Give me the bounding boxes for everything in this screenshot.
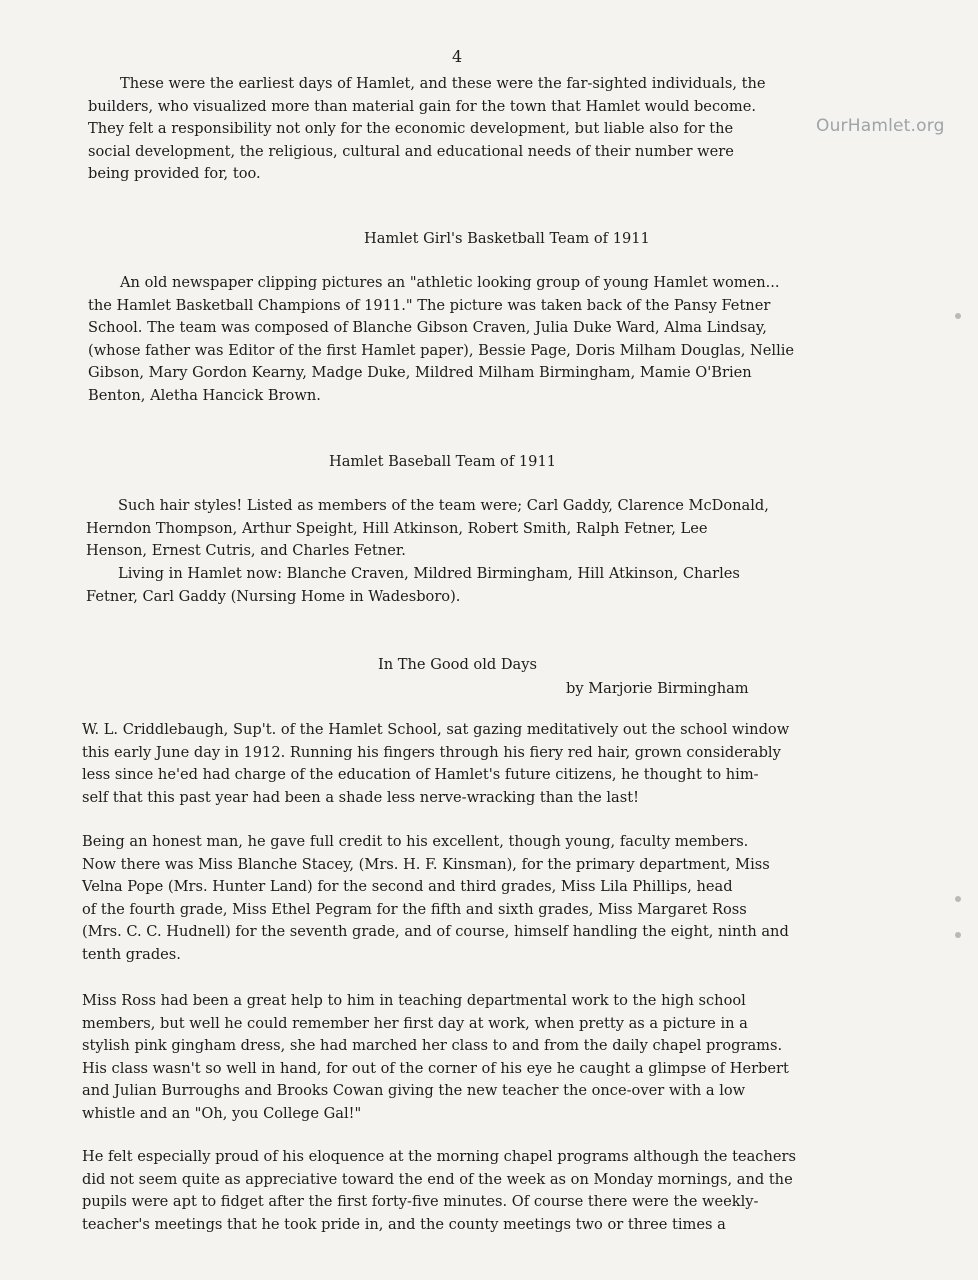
intro-paragraph [88, 73, 766, 186]
text-line: (Mrs. C. C. Hudnell) for the seventh grade, and of course, himself handling the eight, ninth and [82, 923, 789, 941]
text-line: An old newspaper clipping pictures an "athletic looking group of young Hamlet women... [120, 274, 780, 291]
punch-hole-mark [955, 932, 961, 938]
punch-hole-mark [955, 896, 961, 902]
text-line: Benton, Aletha Hancick Brown. [88, 386, 321, 404]
page-number: 4 [452, 47, 463, 66]
text-line: Living in Hamlet now: Blanche Craven, Mildred Birmingham, Hill Atkinson, Charles [118, 565, 740, 582]
text-line: They felt a responsibility not only for the economic development, but liable also for the [88, 120, 734, 138]
basketball-heading: Hamlet Girl's Basketball Team of 1911 [364, 230, 650, 247]
basketball-paragraph [88, 272, 794, 408]
text-line: Now there was Miss Blanche Stacey, (Mrs. H. F. Kinsman), for the primary department, Miss [82, 855, 770, 873]
text-line: These were the earliest days of Hamlet, and these were the far-sighted individuals, the [120, 75, 766, 92]
text-line: His class wasn't so well in hand, for out of the corner of his eye he caught a glimpse of Herbert [82, 1059, 789, 1077]
text-line: did not seem quite as appreciative toward the end of the week as on Monday mornings, and the [82, 1170, 793, 1188]
watermark: OurHamlet.org [816, 116, 945, 136]
baseball-heading: Hamlet Baseball Team of 1911 [329, 453, 557, 470]
punch-hole-mark [955, 313, 961, 319]
text-line: Fetner, Carl Gaddy (Nursing Home in Wadesboro). [86, 587, 461, 605]
text-line: stylish pink gingham dress, she had marched her class to and from the daily chapel programs. [82, 1037, 783, 1055]
text-line: Such hair styles! Listed as members of the team were; Carl Gaddy, Clarence McDonald, [118, 497, 769, 514]
text-line: Miss Ross had been a great help to him in teaching departmental work to the high school [82, 992, 746, 1009]
text-line: Gibson, Mary Gordon Kearny, Madge Duke, Mildred Milham Birmingham, Mamie O'Brien [88, 364, 752, 382]
story-byline: by Marjorie Birmingham [566, 680, 749, 697]
text-line: self that this past year had been a shade less nerve-wracking than the last! [82, 788, 639, 806]
text-line: of the fourth grade, Miss Ethel Pegram for the fifth and sixth grades, Miss Margaret Ross [82, 900, 747, 918]
text-line: members, but well he could remember her first day at work, when pretty as a picture in a [82, 1014, 748, 1032]
text-line: this early June day in 1912. Running his fingers through his fiery red hair, grown considerably [82, 743, 781, 761]
text-line: (whose father was Editor of the first Hamlet paper), Bessie Page, Doris Milham Douglas, Nellie [88, 341, 795, 359]
text-line: tenth grades. [82, 945, 181, 963]
text-line: less since he'ed had charge of the education of Hamlet's future citizens, he thought to him- [82, 766, 759, 784]
text-line: builders, who visualized more than material gain for the town that Hamlet would become. [88, 97, 757, 115]
text-line: being provided for, too. [88, 165, 261, 183]
text-line: the Hamlet Basketball Champions of 1911." The picture was taken back of the Pansy Fetner [88, 296, 771, 314]
text-line: pupils were apt to fidget after the first forty-five minutes. Of course there were the weekly- [82, 1193, 759, 1211]
text-line: He felt especially proud of his eloquence at the morning chapel programs although the teachers [82, 1148, 796, 1165]
story-paragraph-4 [82, 1146, 796, 1236]
text-line: social development, the religious, cultural and educational needs of their number were [88, 142, 734, 160]
baseball-members-paragraph [86, 495, 769, 563]
story-paragraph-1 [82, 719, 789, 809]
text-line: Herndon Thompson, Arthur Speight, Hill Atkinson, Robert Smith, Ralph Fetner, Lee [86, 519, 708, 537]
text-line: Henson, Ernest Cutris, and Charles Fetner. [86, 542, 406, 560]
text-line: and Julian Burroughs and Brooks Cowan giving the new teacher the once-over with a low [82, 1082, 746, 1100]
text-line: teacher's meetings that he took pride in, and the county meetings two or three times a [82, 1215, 726, 1233]
story-paragraph-2 [82, 831, 789, 967]
story-paragraph-3 [82, 990, 789, 1126]
text-line: School. The team was composed of Blanche Gibson Craven, Julia Duke Ward, Alma Lindsay, [88, 319, 767, 337]
text-line: W. L. Criddlebaugh, Sup't. of the Hamlet School, sat gazing meditatively out the school window [82, 721, 790, 738]
text-line: Being an honest man, he gave full credit to his excellent, though young, faculty members. [82, 833, 749, 850]
baseball-living-paragraph [86, 563, 740, 608]
story-title: In The Good old Days [378, 656, 537, 673]
text-line: whistle and an "Oh, you College Gal!" [82, 1104, 362, 1122]
text-line: Velna Pope (Mrs. Hunter Land) for the second and third grades, Miss Lila Phillips, head [82, 878, 733, 896]
